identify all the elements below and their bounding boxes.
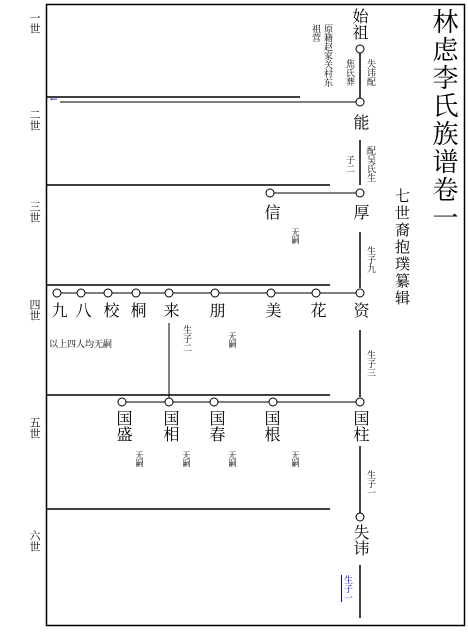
person-neng: 能 <box>351 114 370 130</box>
note-sons-link[interactable]: 生子一 <box>342 575 352 602</box>
person-guo-zhu: 国柱 <box>351 410 370 442</box>
generation-label: 一世 <box>28 12 41 34</box>
person-peng: 朋 <box>207 302 226 318</box>
generation-label: 四世 <box>28 299 41 321</box>
person-guo-chun: 国春 <box>207 410 226 442</box>
person-ba: 八 <box>73 302 92 318</box>
node <box>267 289 275 297</box>
node <box>77 289 85 297</box>
note-sons: 生子三 <box>365 350 375 377</box>
node <box>132 289 140 297</box>
node <box>53 289 61 297</box>
person-mei: 美 <box>263 302 282 318</box>
person-guo-xiang: 国相 <box>161 410 180 442</box>
note-four-no-heir: 以上四人均无嗣 <box>49 340 113 350</box>
person-hou: 厚 <box>351 204 370 220</box>
generation-label: 二世 <box>28 109 41 131</box>
generation-label: 五世 <box>28 417 41 439</box>
person-zi: 资 <box>351 302 370 318</box>
note-no-heir: 无嗣 <box>228 332 237 348</box>
node <box>356 398 364 406</box>
note-no-heir: 无嗣 <box>135 451 144 467</box>
generation-label: 三世 <box>28 201 41 223</box>
note-sons: 生子二 <box>181 325 191 352</box>
note-spouse: 失讳配 <box>365 59 375 86</box>
compiler-line: 七世裔抱璞纂辑 <box>393 188 411 307</box>
person-guo-gen: 国根 <box>262 410 281 442</box>
node <box>356 45 364 53</box>
page-title: 林虑李氏族谱卷一 <box>428 8 458 232</box>
note-sons: 子二 <box>344 155 354 173</box>
node <box>118 398 126 406</box>
node <box>269 398 277 406</box>
person-shi-zu: 始祖 <box>350 8 369 40</box>
node <box>266 189 274 197</box>
node <box>211 289 219 297</box>
note-sons: 生子九 <box>365 246 375 273</box>
node <box>356 98 364 106</box>
note-no-heir: 无嗣 <box>182 451 191 467</box>
person-xiao: 校 <box>101 302 120 318</box>
node <box>104 289 112 297</box>
node <box>165 398 173 406</box>
node <box>312 289 320 297</box>
note-no-heir: 无嗣 <box>228 451 237 467</box>
node <box>356 289 364 297</box>
node <box>210 398 218 406</box>
generation-label: 六世 <box>28 530 41 552</box>
person-lai: 来 <box>161 302 180 318</box>
node <box>356 513 364 521</box>
note-spouse: 配吴氏生 <box>365 146 375 182</box>
person-guo-sheng: 国盛 <box>114 410 133 442</box>
person-hua: 花 <box>308 302 327 318</box>
person-tong: 桐 <box>128 302 147 318</box>
note-no-heir: 无嗣 <box>291 228 300 244</box>
note-no-heir: 无嗣 <box>291 451 300 467</box>
back-arrow-icon[interactable]: ← <box>50 95 58 105</box>
note-wife: 焦氏葬 <box>344 59 354 86</box>
note-burial: 原籍赵家关村东祖营 <box>310 24 332 87</box>
node <box>165 289 173 297</box>
person-xin: 信 <box>262 204 281 220</box>
person-shi-hui: 失讳 <box>351 524 370 556</box>
node <box>356 189 364 197</box>
note-sons: 生子一 <box>365 470 375 497</box>
person-jiu: 九 <box>49 302 68 318</box>
